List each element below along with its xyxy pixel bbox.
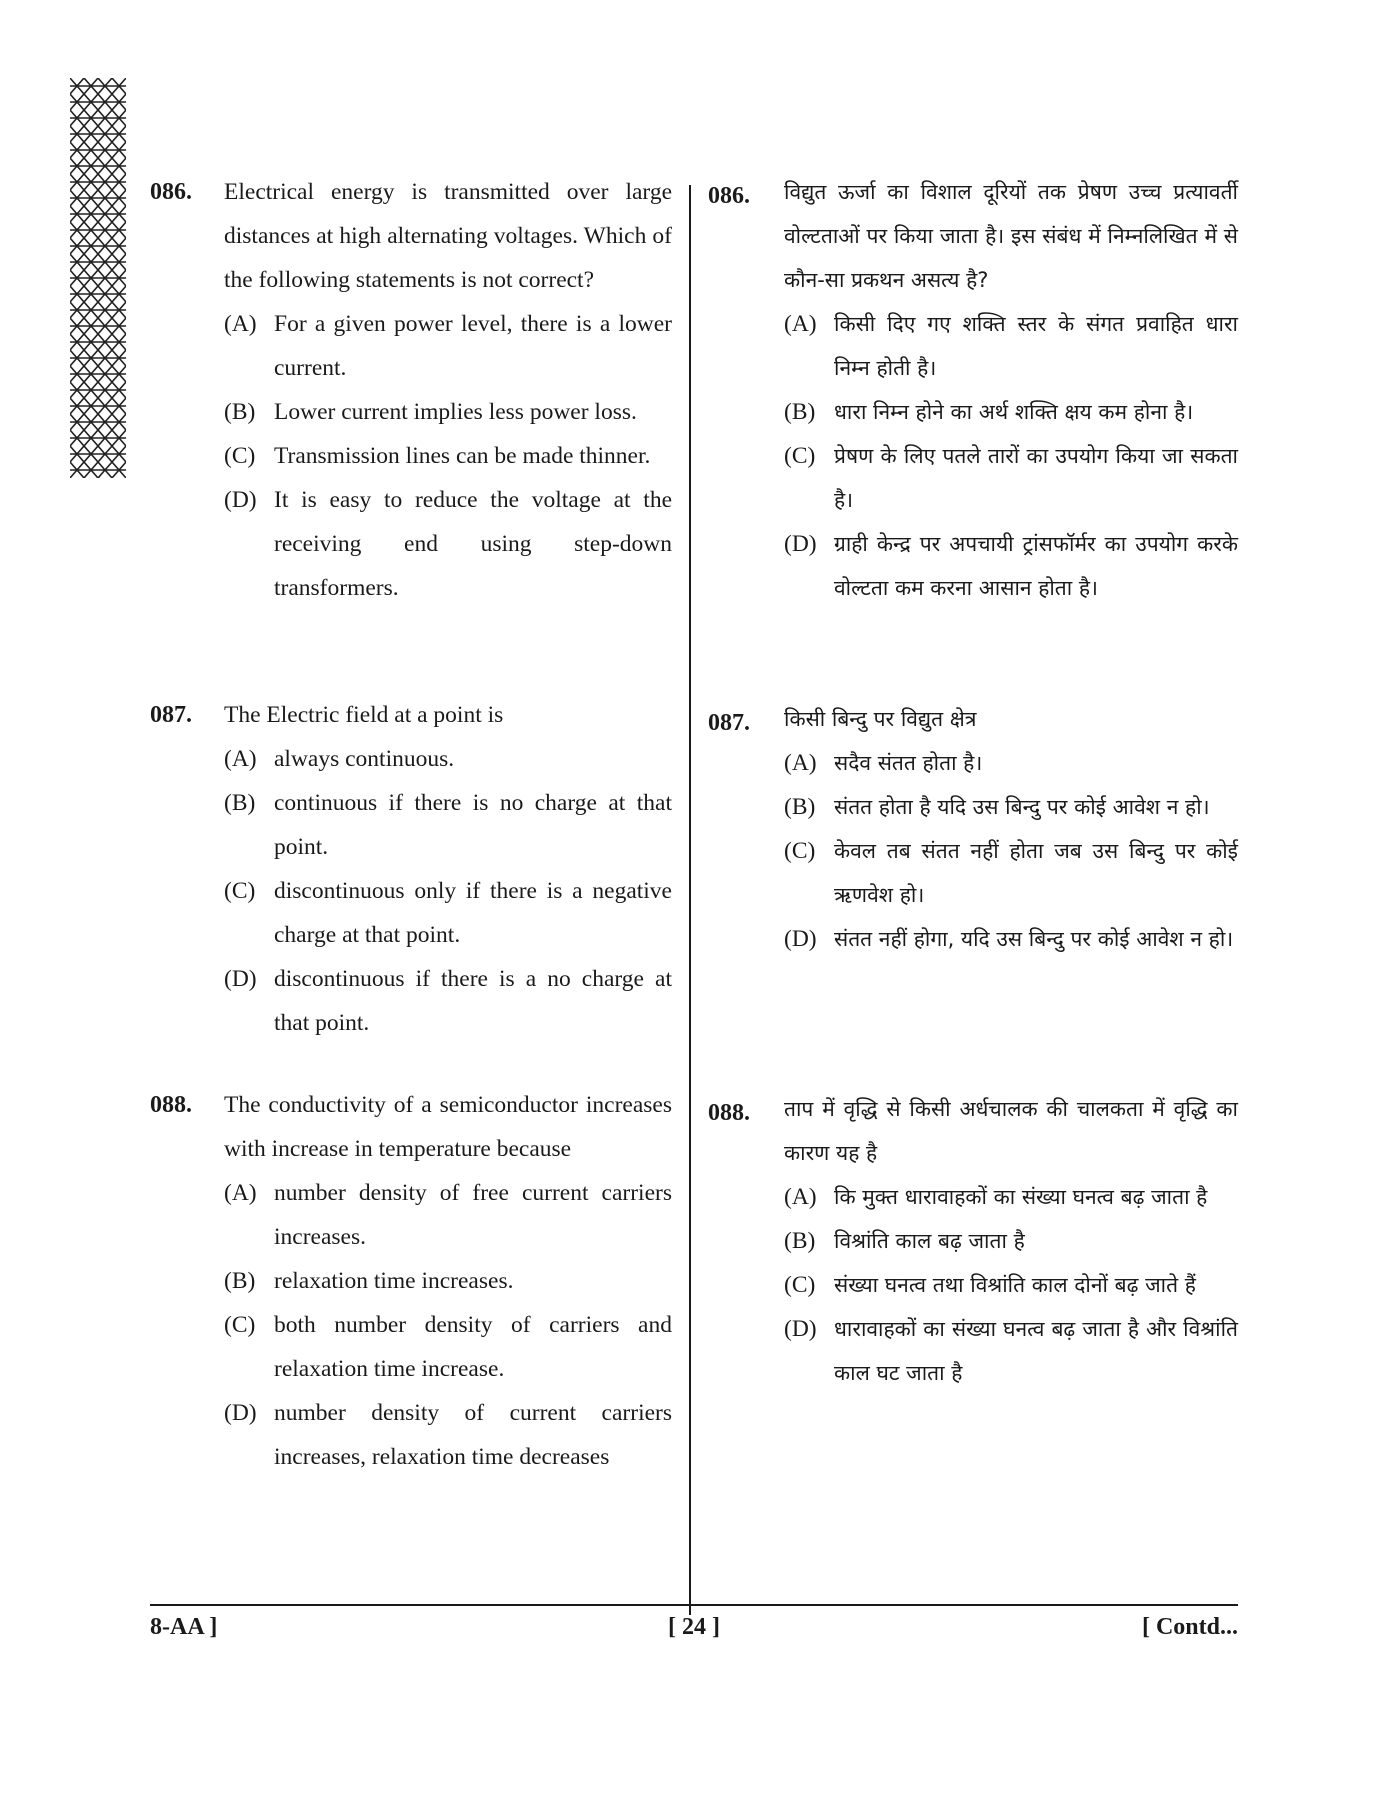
- question-086-hi: [708, 170, 1238, 610]
- option-text: It is easy to reduce the voltage at the receiving end using step-down transformers.: [274, 487, 672, 601]
- page-number: [ 24 ]: [668, 1614, 720, 1640]
- option-a: [784, 1175, 1238, 1219]
- option-text: Transmission lines can be made thinner.: [274, 443, 651, 469]
- option-text: Lower current implies less power loss.: [274, 399, 637, 425]
- question-number: 086.: [708, 183, 750, 209]
- option-text: both number density of carriers and relaxation time increase.: [274, 1312, 672, 1382]
- option-c: [784, 434, 1238, 522]
- option-d: [224, 1391, 672, 1479]
- option-text: संतत नहीं होगा, यदि उस बिन्दु पर कोई आवेश न हो।: [834, 927, 1234, 951]
- option-label: (D): [784, 926, 817, 952]
- option-b: [224, 781, 672, 869]
- option-label: (D): [784, 531, 817, 557]
- option-text: धारावाहकों का संख्या घनत्व बढ़ जाता है और विश्रांति काल घट जाता है: [834, 1317, 1238, 1385]
- question-088-en: [150, 1083, 672, 1479]
- question-text: विद्युत ऊर्जा का विशाल दूरियों तक प्रेषण उच्च प्रत्यावर्ती वोल्टताओं पर किया जाता है। इस संबंध में निम्नलिखित में से कौन-सा प्रकथन असत्य है?: [784, 180, 1238, 292]
- option-a: [224, 737, 672, 781]
- option-b: [784, 1219, 1238, 1263]
- option-c: [784, 1263, 1238, 1307]
- option-label: (C): [224, 878, 256, 904]
- option-c: [224, 869, 672, 957]
- option-label: (A): [224, 311, 257, 337]
- option-text: discontinuous if there is a no charge at that point.: [274, 966, 672, 1036]
- option-b: [784, 785, 1238, 829]
- option-label: (A): [224, 746, 257, 772]
- option-text: continuous if there is no charge at that point.: [274, 790, 672, 860]
- option-b: [224, 390, 672, 434]
- option-a: [784, 741, 1238, 785]
- option-c: [224, 434, 672, 478]
- question-text: किसी बिन्दु पर विद्युत क्षेत्र: [784, 707, 977, 731]
- question-086-en: [150, 170, 672, 610]
- option-text: सदैव संतत होता है।: [834, 751, 983, 775]
- option-text: संख्या घनत्व तथा विश्रांति काल दोनों बढ़ जाते हैं: [834, 1273, 1196, 1297]
- question-number: 088.: [708, 1100, 750, 1126]
- question-087-en: [150, 693, 672, 1045]
- option-label: (B): [784, 399, 816, 425]
- continued-label: [ Contd...: [1141, 1614, 1238, 1640]
- option-c: [224, 1303, 672, 1391]
- option-text: प्रेषण के लिए पतले तारों का उपयोग किया जा सकता है।: [834, 444, 1238, 512]
- option-text: relaxation time increases.: [274, 1268, 514, 1294]
- option-label: (A): [224, 1180, 257, 1206]
- option-d: [224, 478, 672, 610]
- option-d: [784, 522, 1238, 610]
- option-c: [784, 829, 1238, 917]
- option-label: (D): [224, 487, 257, 513]
- option-label: (D): [224, 1400, 257, 1426]
- question-text: The Electric field at a point is: [224, 702, 504, 728]
- option-text: विश्रांति काल बढ़ जाता है: [834, 1229, 1025, 1253]
- question-text: Electrical energy is transmitted over large distances at high alternating voltages. Which of the following statements is not correct?: [224, 179, 672, 293]
- option-d: [784, 1307, 1238, 1395]
- option-label: (A): [784, 311, 817, 337]
- option-text: number density of current carriers increases, relaxation time decreases: [274, 1400, 672, 1470]
- question-number: 087.: [150, 702, 192, 728]
- option-label: (C): [224, 1312, 256, 1338]
- option-label: (B): [224, 399, 256, 425]
- option-a: [224, 1171, 672, 1259]
- option-text: केवल तब संतत नहीं होता जब उस बिन्दु पर कोई ऋणवेश हो।: [834, 839, 1238, 907]
- option-text: किसी दिए गए शक्ति स्तर के संगत प्रवाहित धारा निम्न होती है।: [834, 312, 1238, 380]
- option-label: (B): [784, 1228, 816, 1254]
- booklet-code: 8-AA ]: [150, 1614, 218, 1640]
- option-label: (C): [784, 443, 816, 469]
- option-text: number density of free current carriers increases.: [274, 1180, 672, 1250]
- option-a: [224, 302, 672, 390]
- footer-rule: [150, 1604, 1238, 1606]
- option-d: [784, 917, 1238, 961]
- option-d: [224, 957, 672, 1045]
- option-label: (D): [224, 966, 257, 992]
- option-label: (C): [224, 443, 256, 469]
- option-b: [224, 1259, 672, 1303]
- option-text: संतत होता है यदि उस बिन्दु पर कोई आवेश न हो।: [834, 795, 1210, 819]
- option-label: (B): [224, 1268, 256, 1294]
- option-label: (A): [784, 750, 817, 776]
- option-b: [784, 390, 1238, 434]
- option-text: always continuous.: [274, 746, 455, 772]
- question-text: The conductivity of a semiconductor increases with increase in temperature because: [224, 1092, 672, 1162]
- option-label: (D): [784, 1316, 817, 1342]
- option-text: कि मुक्त धारावाहकों का संख्या घनत्व बढ़ जाता है: [834, 1185, 1208, 1209]
- question-number: 087.: [708, 710, 750, 736]
- column-divider: [689, 185, 691, 1615]
- option-label: (B): [784, 794, 816, 820]
- question-text: ताप में वृद्धि से किसी अर्धचालक की चालकता में वृद्धि का कारण यह है: [784, 1097, 1238, 1165]
- decorative-border-pattern: [70, 78, 126, 478]
- option-a: [784, 302, 1238, 390]
- option-text: धारा निम्न होने का अर्थ शक्ति क्षय कम होना है।: [834, 400, 1194, 424]
- option-text: For a given power level, there is a lower current.: [274, 311, 672, 381]
- question-number: 088.: [150, 1092, 192, 1118]
- option-text: discontinuous only if there is a negative charge at that point.: [274, 878, 672, 948]
- option-label: (A): [784, 1184, 817, 1210]
- option-label: (C): [784, 1272, 816, 1298]
- question-087-hi: [708, 697, 1238, 961]
- question-088-hi: [708, 1087, 1238, 1395]
- option-text: ग्राही केन्द्र पर अपचायी ट्रांसफॉर्मर का उपयोग करके वोल्टता कम करना आसान होता है।: [834, 532, 1238, 600]
- question-number: 086.: [150, 179, 192, 205]
- option-label: (B): [224, 790, 256, 816]
- option-label: (C): [784, 838, 816, 864]
